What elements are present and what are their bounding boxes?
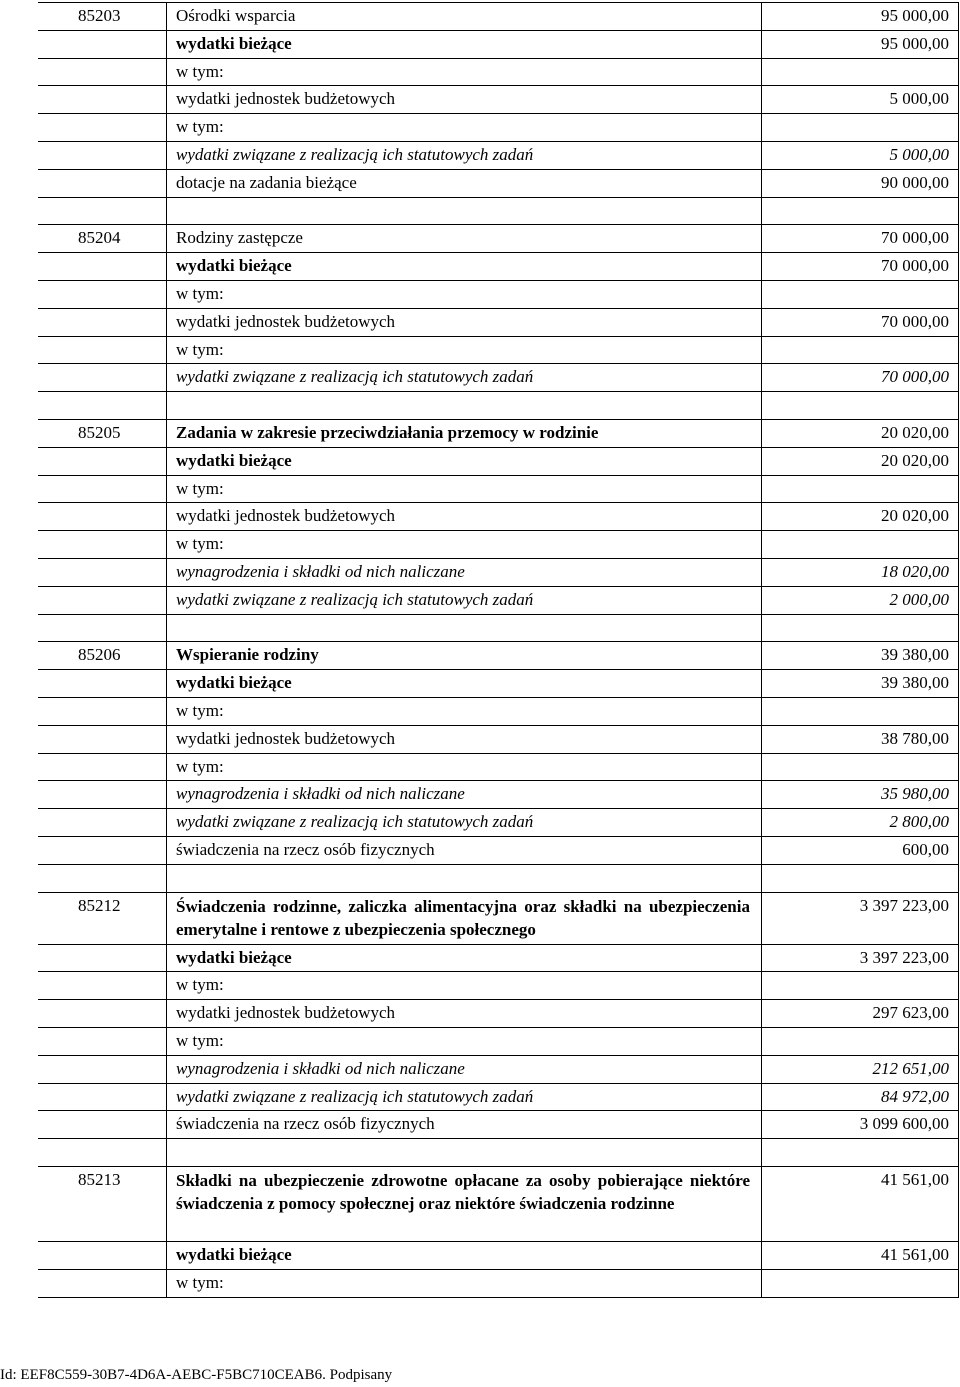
row-label: wydatki związane z realizacją ich statutowych zadań — [176, 589, 534, 609]
section-title: Świadczenia rodzinne, zaliczka alimentacyjna oraz składki na ubezpieczenia emerytalne i rentowe z ubezpieczenia społecznego — [176, 896, 750, 939]
column-divider — [166, 2, 167, 1298]
table-rule — [38, 697, 959, 698]
row-label: w tym: — [176, 756, 224, 776]
row-amount: 2 800,00 — [889, 812, 949, 832]
table-rule — [38, 669, 959, 670]
table-rule — [38, 280, 959, 281]
column-divider — [761, 2, 762, 1298]
row-label: wynagrodzenia i składki od nich naliczane — [176, 1058, 465, 1078]
row-label: wydatki związane z realizacją ich statutowych zadań — [176, 367, 534, 387]
row-label: w tym: — [176, 284, 224, 303]
row-amount: 2 000,00 — [889, 589, 949, 609]
row-amount: 212 651,00 — [872, 1058, 949, 1078]
table-border — [958, 2, 959, 1298]
row-amount: 95 000,00 — [881, 6, 949, 25]
row-amount: 35 980,00 — [881, 784, 949, 804]
row-label: wynagrodzenia i składki od nich naliczane — [176, 784, 465, 804]
row-amount: 41 561,00 — [881, 1170, 949, 1189]
row-label: wydatki jednostek budżetowych — [176, 506, 396, 526]
row-amount: 5 000,00 — [889, 89, 949, 109]
section-code: 85205 — [78, 423, 121, 442]
row-amount: 600,00 — [902, 840, 949, 859]
table-rule — [38, 1297, 959, 1298]
row-label: w tym: — [176, 339, 224, 359]
table-rule — [38, 530, 959, 531]
row-label: wydatki bieżące — [176, 673, 292, 693]
table-rule — [38, 58, 959, 59]
row-label: dotacje na zadania bieżące — [176, 172, 357, 192]
table-rule — [38, 363, 959, 364]
row-label: wydatki związane z realizacją ich statutowych zadań — [176, 145, 534, 164]
table-rule — [38, 169, 959, 170]
row-amount: 3 099 600,00 — [859, 1114, 949, 1134]
row-amount: 70 000,00 — [881, 256, 949, 276]
row-label: Wspieranie rodziny — [176, 645, 319, 665]
row-amount: 70 000,00 — [881, 367, 949, 387]
table-rule — [38, 447, 959, 448]
row-label: wydatki związane z realizacją ich statutowych zadań — [176, 812, 534, 832]
section-code: 85212 — [78, 895, 121, 915]
row-amount: 41 561,00 — [881, 1245, 949, 1264]
row-amount: 18 020,00 — [881, 562, 949, 581]
row-amount: 20 020,00 — [881, 423, 949, 442]
table-rule — [38, 780, 959, 781]
table-rule — [38, 892, 959, 893]
table-rule — [38, 308, 959, 309]
table-rule — [38, 971, 959, 972]
table-rule — [38, 944, 959, 945]
section-code: 85204 — [78, 228, 121, 248]
row-label: Zadania w zakresie przeciwdziałania przemocy w rodzinie — [176, 423, 599, 442]
row-label: wydatki jednostek budżetowych — [176, 1003, 396, 1023]
row-label: w tym: — [176, 975, 224, 995]
row-label: Ośrodki wsparcia — [176, 6, 296, 25]
table-rule — [38, 753, 959, 754]
row-amount: 70 000,00 — [881, 311, 949, 331]
table-rule — [38, 836, 959, 837]
row-amount: 90 000,00 — [881, 172, 949, 192]
section-code: 85206 — [78, 645, 121, 665]
row-label: w tym: — [176, 478, 224, 498]
row-amount: 39 380,00 — [881, 673, 949, 693]
table-rule — [38, 1027, 959, 1028]
row-label: świadczenia na rzecz osób fizycznych — [176, 840, 435, 859]
table-rule — [38, 999, 959, 1000]
row-label: wydatki jednostek budżetowych — [176, 728, 396, 748]
table-rule — [38, 252, 959, 253]
row-label: wydatki bieżące — [176, 1245, 292, 1264]
table-rule — [38, 224, 959, 225]
row-label: świadczenia na rzecz osób fizycznych — [176, 1114, 435, 1134]
row-label: w tym: — [176, 534, 224, 554]
table-rule — [38, 1138, 959, 1139]
section-code: 85213 — [78, 1170, 121, 1189]
row-label: wydatki związane z realizacją ich statutowych zadań — [176, 1086, 534, 1106]
table-rule — [38, 502, 959, 503]
row-amount: 5 000,00 — [889, 145, 949, 164]
row-label: w tym: — [176, 61, 224, 81]
row-label: wydatki bieżące — [176, 256, 292, 276]
row-amount: 39 380,00 — [881, 645, 949, 665]
table-rule — [38, 2, 959, 3]
table-rule — [38, 1055, 959, 1056]
table-rule — [38, 586, 959, 587]
section-code: 85203 — [78, 6, 121, 25]
row-amount: 20 020,00 — [881, 506, 949, 526]
row-label: w tym: — [176, 1272, 224, 1292]
table-rule — [38, 30, 959, 31]
row-amount: 3 397 223,00 — [859, 947, 949, 967]
table-rule — [38, 197, 959, 198]
row-amount: 38 780,00 — [881, 728, 949, 748]
table-rule — [38, 725, 959, 726]
table-rule — [38, 614, 959, 615]
table-rule — [38, 558, 959, 559]
table-rule — [38, 475, 959, 476]
table-rule — [38, 141, 959, 142]
table-rule — [38, 1269, 959, 1270]
row-label: wydatki bieżące — [176, 33, 292, 53]
row-label: w tym: — [176, 701, 224, 720]
row-label: wynagrodzenia i składki od nich naliczane — [176, 562, 465, 581]
row-label: w tym: — [176, 1031, 224, 1050]
row-amount: 95 000,00 — [881, 33, 949, 53]
row-amount: 3 397 223,00 — [859, 895, 949, 915]
section-title: Składki na ubezpieczenie zdrowotne opłacane za osoby pobierające niektóre świadczenia z pomocy społecznej oraz niektóre świadczenia rodzinne — [176, 1171, 750, 1213]
row-amount: 297 623,00 — [872, 1003, 949, 1023]
table-rule — [38, 85, 959, 86]
document-id-footer: Id: EEF8C559-30B7-4D6A-AEBC-F5BC710CEAB6. Podpisany — [0, 1367, 393, 1383]
table-rule — [38, 1166, 959, 1167]
row-label: w tym: — [176, 117, 224, 137]
table-rule — [38, 391, 959, 392]
table-rule — [38, 641, 959, 642]
table-rule — [38, 1083, 959, 1084]
row-label: wydatki jednostek budżetowych — [176, 311, 396, 331]
table-rule — [38, 1241, 959, 1242]
row-amount: 20 020,00 — [881, 450, 949, 470]
table-rule — [38, 113, 959, 114]
row-amount: 70 000,00 — [881, 228, 949, 248]
table-rule — [38, 864, 959, 865]
row-amount: 84 972,00 — [881, 1086, 949, 1106]
table-rule — [38, 1110, 959, 1111]
row-label: Rodziny zastępcze — [176, 228, 303, 248]
table-rule — [38, 808, 959, 809]
table-rule — [38, 419, 959, 420]
row-label: wydatki jednostek budżetowych — [176, 89, 396, 109]
table-rule — [38, 336, 959, 337]
row-label: wydatki bieżące — [176, 450, 292, 470]
row-label: wydatki bieżące — [176, 947, 292, 967]
